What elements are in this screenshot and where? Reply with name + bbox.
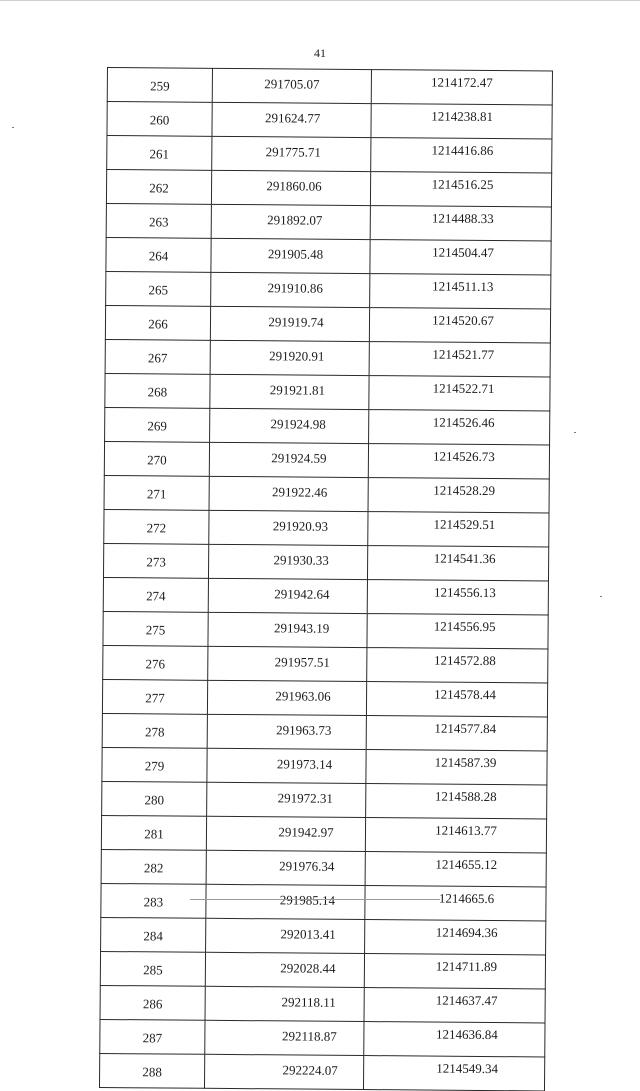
table-row <box>102 713 547 750</box>
coordinate-table-body <box>99 68 552 1091</box>
table-row <box>105 373 550 410</box>
table-row <box>101 917 546 954</box>
table-row <box>101 883 546 920</box>
x-coordinate-cell: 291942.64 <box>208 578 367 613</box>
coordinate-table <box>99 67 553 1091</box>
y-coordinate-cell: 1214511.13 <box>370 274 551 309</box>
table-row <box>102 747 547 784</box>
x-coordinate-cell: 291922.46 <box>209 476 368 511</box>
y-coordinate-cell: 1214556.13 <box>367 580 548 615</box>
y-coordinate-cell: 1214504.47 <box>370 240 551 275</box>
point-number-cell: 271 <box>104 475 209 510</box>
y-coordinate-cell: 1214577.84 <box>366 716 547 751</box>
y-coordinate-cell: 1214172.47 <box>371 70 552 105</box>
point-number-cell: 287 <box>100 1019 205 1054</box>
point-number-cell: 284 <box>101 917 206 952</box>
x-coordinate-cell: 291973.14 <box>207 748 366 783</box>
y-coordinate-cell: 1214416.86 <box>371 138 552 173</box>
point-number-cell: 281 <box>101 815 206 850</box>
y-coordinate-cell: 1214578.44 <box>366 682 547 717</box>
x-coordinate-cell: 291930.33 <box>208 544 367 579</box>
table-row <box>107 68 552 105</box>
y-coordinate-cell: 1214528.29 <box>368 478 549 513</box>
point-number-cell: 269 <box>105 407 210 442</box>
table-row <box>100 951 545 988</box>
x-coordinate-cell: 291985.14 <box>206 884 365 919</box>
point-number-cell: 283 <box>101 883 206 918</box>
y-coordinate-cell: 1214488.33 <box>370 206 551 241</box>
x-coordinate-cell: 292013.41 <box>206 918 365 953</box>
y-coordinate-cell: 1214526.46 <box>369 410 550 445</box>
point-number-cell: 282 <box>101 849 206 884</box>
point-number-cell: 278 <box>102 713 207 748</box>
y-coordinate-cell: 1214549.34 <box>363 1056 544 1091</box>
y-coordinate-cell: 1214587.39 <box>366 750 547 785</box>
scan-speck <box>600 596 602 597</box>
table-row <box>105 407 550 444</box>
table-row <box>105 305 550 342</box>
point-number-cell: 261 <box>107 136 212 171</box>
table-row <box>100 985 545 1022</box>
table-row <box>105 339 550 376</box>
scan-speck <box>574 432 576 433</box>
y-coordinate-cell: 1214526.73 <box>368 444 549 479</box>
point-number-cell: 260 <box>107 102 212 137</box>
page-number: 41 <box>314 46 326 60</box>
point-number-cell: 262 <box>106 170 211 205</box>
y-coordinate-cell: 1214556.95 <box>367 614 548 649</box>
y-coordinate-cell: 1214572.88 <box>367 648 548 683</box>
x-coordinate-cell: 291924.98 <box>210 408 369 443</box>
x-coordinate-cell: 292028.44 <box>205 952 364 987</box>
table-row <box>100 1019 545 1056</box>
point-number-cell: 277 <box>102 679 207 714</box>
y-coordinate-cell: 1214529.51 <box>368 512 549 547</box>
x-coordinate-cell: 291910.86 <box>211 272 370 307</box>
x-coordinate-cell: 291892.07 <box>211 204 370 239</box>
point-number-cell: 280 <box>102 781 207 816</box>
y-coordinate-cell: 1214655.12 <box>365 852 546 887</box>
x-coordinate-cell: 291963.73 <box>207 714 366 749</box>
x-coordinate-cell: 291905.48 <box>211 238 370 273</box>
y-coordinate-cell: 1214521.77 <box>369 342 550 377</box>
x-coordinate-cell: 291921.81 <box>210 374 369 409</box>
table-row <box>106 203 551 240</box>
table-row <box>103 611 548 648</box>
x-coordinate-cell: 291976.34 <box>206 850 365 885</box>
point-number-cell: 276 <box>103 645 208 680</box>
point-number-cell: 275 <box>103 611 208 646</box>
y-coordinate-cell: 1214541.36 <box>367 546 548 581</box>
x-coordinate-cell: 291624.77 <box>212 102 371 137</box>
x-coordinate-cell: 291942.97 <box>206 816 365 851</box>
table-row <box>107 136 552 173</box>
x-coordinate-cell: 291920.91 <box>210 340 369 375</box>
y-coordinate-cell: 1214665.6 <box>365 886 546 921</box>
point-number-cell: 263 <box>106 203 211 238</box>
x-coordinate-cell: 291957.51 <box>208 646 367 681</box>
y-coordinate-cell: 1214636.84 <box>364 1022 545 1057</box>
x-coordinate-cell: 291860.06 <box>211 170 370 205</box>
point-number-cell: 266 <box>105 305 210 340</box>
point-number-cell: 264 <box>106 237 211 272</box>
x-coordinate-cell: 291705.07 <box>212 68 371 103</box>
point-number-cell: 274 <box>103 577 208 612</box>
y-coordinate-cell: 1214637.47 <box>364 988 545 1023</box>
y-coordinate-cell: 1214711.89 <box>364 954 545 989</box>
y-coordinate-cell: 1214522.71 <box>369 376 550 411</box>
y-coordinate-cell: 1214520.67 <box>369 308 550 343</box>
coordinate-table-container <box>99 67 551 1091</box>
y-coordinate-cell: 1214588.28 <box>366 784 547 819</box>
table-row <box>104 509 549 546</box>
table-row <box>106 170 551 207</box>
table-row <box>103 577 548 614</box>
x-coordinate-cell: 292118.11 <box>205 986 364 1021</box>
y-coordinate-cell: 1214613.77 <box>365 818 546 853</box>
table-row <box>103 543 548 580</box>
x-coordinate-cell: 291919.74 <box>210 306 369 341</box>
x-coordinate-cell: 292224.07 <box>204 1054 363 1089</box>
x-coordinate-cell: 291963.06 <box>207 680 366 715</box>
table-row <box>102 679 547 716</box>
point-number-cell: 259 <box>107 68 212 103</box>
table-row <box>106 237 551 274</box>
x-coordinate-cell: 291972.31 <box>207 782 366 817</box>
x-coordinate-cell: 292118.87 <box>205 1020 364 1055</box>
point-number-cell: 273 <box>103 543 208 578</box>
table-row <box>103 645 548 682</box>
point-number-cell: 285 <box>100 951 205 986</box>
point-number-cell: 286 <box>100 985 205 1020</box>
x-coordinate-cell: 291943.19 <box>208 612 367 647</box>
y-coordinate-cell: 1214238.81 <box>371 104 552 139</box>
scan-speck <box>12 127 14 128</box>
point-number-cell: 268 <box>105 373 210 408</box>
table-row <box>102 781 547 818</box>
point-number-cell: 265 <box>106 271 211 306</box>
x-coordinate-cell: 291920.93 <box>209 510 368 545</box>
point-number-cell: 279 <box>102 747 207 782</box>
point-number-cell: 270 <box>104 441 209 476</box>
point-number-cell: 288 <box>99 1053 204 1088</box>
table-row <box>101 849 546 886</box>
table-row <box>104 475 549 512</box>
point-number-cell: 272 <box>104 509 209 544</box>
y-coordinate-cell: 1214694.36 <box>365 920 546 955</box>
table-row <box>107 102 552 139</box>
table-row <box>106 271 551 308</box>
y-coordinate-cell: 1214516.25 <box>370 172 551 207</box>
x-coordinate-cell: 291924.59 <box>209 442 368 477</box>
bottom-rule <box>190 899 440 900</box>
x-coordinate-cell: 291775.71 <box>212 136 371 171</box>
table-row <box>99 1053 544 1090</box>
table-row <box>104 441 549 478</box>
point-number-cell: 267 <box>105 339 210 374</box>
table-row <box>101 815 546 852</box>
